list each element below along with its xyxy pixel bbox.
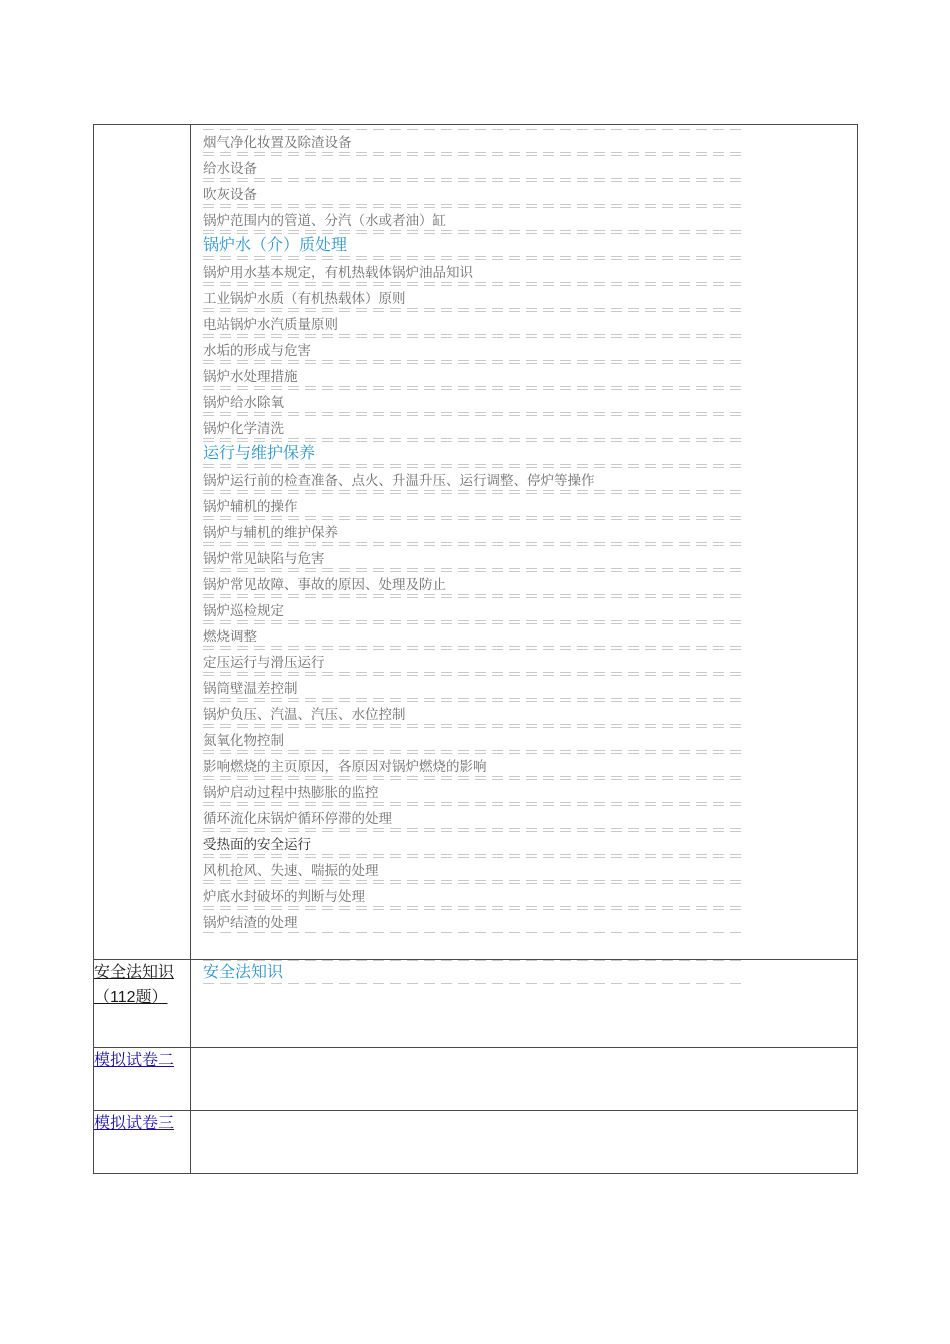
topic-item: 燃烧调整 <box>203 623 747 649</box>
topic-item: 锅炉用水基本规定，有机热载体锅炉油品知识 <box>203 259 747 285</box>
topic-item: 烟气净化妆置及除渣设备 <box>203 129 747 155</box>
safety-section-cell <box>191 960 858 1048</box>
exam-empty-cell-3 <box>191 1111 858 1174</box>
topics-left-cell <box>94 125 191 960</box>
exam-row-3 <box>94 1111 858 1174</box>
safety-section-title: 安全法知识 <box>203 960 747 986</box>
topic-item: 锅炉与辅机的维护保养 <box>203 519 747 545</box>
topic-item: 受热面的安全运行 <box>203 831 747 857</box>
topic-item: 给水设备 <box>203 155 747 181</box>
topic-item: 锅炉常见缺陷与危害 <box>203 545 747 571</box>
exam-link-cell-2 <box>94 1048 191 1111</box>
topic-item: 锅筒壁温差控制 <box>203 675 747 701</box>
topic-item: 吹灰设备 <box>203 181 747 207</box>
topic-item: 工业锅炉水质（有机热载体）原则 <box>203 285 747 311</box>
topic-item: 锅炉辅机的操作 <box>203 493 747 519</box>
topic-item: 锅炉给水除氧 <box>203 389 747 415</box>
safety-law-link[interactable]: 安全法知识（112题） <box>94 964 175 1006</box>
mock-exam-3-link[interactable]: 模拟试卷三 <box>94 1115 175 1132</box>
topic-item: 锅炉水处理措施 <box>203 363 747 389</box>
exam-empty-cell-2 <box>191 1048 858 1111</box>
topic-item: 风机抢风、失速、喘振的处理 <box>203 857 747 883</box>
topic-item: 锅炉常见故障、事故的原因、处理及防止 <box>203 571 747 597</box>
topic-item: 水垢的形成与危害 <box>203 337 747 363</box>
topic-item: 锅炉启动过程中热膨胀的监控 <box>203 779 747 805</box>
topic-item: 电站锅炉水汽质量原则 <box>203 311 747 337</box>
outline-table <box>93 124 858 1174</box>
safety-row <box>94 960 858 1048</box>
topics-right-cell <box>191 125 858 960</box>
topic-item: 循环流化床锅炉循环停滞的处理 <box>203 805 747 831</box>
exam-row-2 <box>94 1048 858 1111</box>
topic-list <box>191 125 857 959</box>
topic-item: 锅炉范围内的管道、分汽（水或者油）缸 <box>203 207 747 233</box>
topic-section-heading: 运行与维护保养 <box>203 441 747 467</box>
topic-item: 锅炉结渣的处理 <box>203 909 747 935</box>
topic-item: 氮氧化物控制 <box>203 727 747 753</box>
topics-row <box>94 125 858 960</box>
topic-item: 锅炉巡检规定 <box>203 597 747 623</box>
safety-link-cell <box>94 960 191 1048</box>
topic-item: 锅炉化学清洗 <box>203 415 747 441</box>
topic-item: 炉底水封破坏的判断与处理 <box>203 883 747 909</box>
topic-section-heading: 锅炉水（介）质处理 <box>203 233 747 259</box>
topic-item: 影响燃烧的主页原因，各原因对锅炉燃烧的影响 <box>203 753 747 779</box>
topic-item: 锅炉运行前的检查准备、点火、升温升压、运行调整、停炉等操作 <box>203 467 747 493</box>
exam-link-cell-3 <box>94 1111 191 1174</box>
mock-exam-2-link[interactable]: 模拟试卷二 <box>94 1052 175 1069</box>
topic-item: 定压运行与滑压运行 <box>203 649 747 675</box>
topic-item: 锅炉负压、汽温、汽压、水位控制 <box>203 701 747 727</box>
